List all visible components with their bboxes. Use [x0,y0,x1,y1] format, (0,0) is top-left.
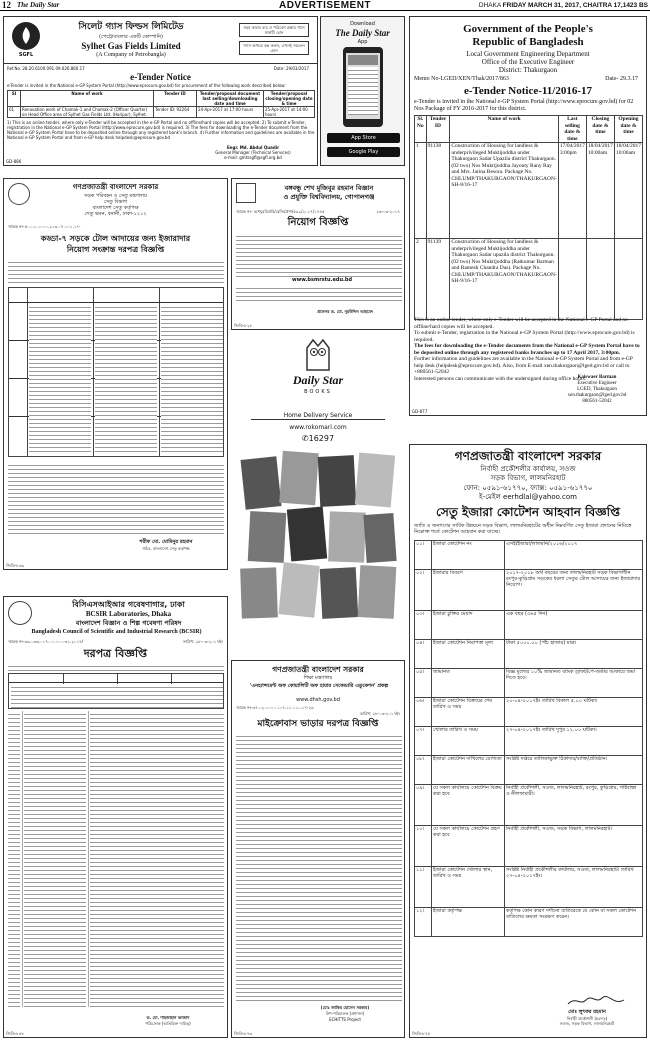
bsmrstu-url[interactable]: www.bsmrstu.edu.bd [292,277,353,283]
gov-left-h4: বাংলাদেশ সেতু কর্তৃপক্ষ [92,205,139,211]
gov-left-h5: সেতু ভবন, বনানী, ঢাকা-১২১২ [84,211,147,217]
home-delivery-label: Home Delivery Service [251,412,385,420]
bcsir-h2: BCSIR Laboratories, Dhaka [85,610,172,618]
bcsir-signer-title: পরিচালক (অতিরিক্ত দায়িত্ব) [145,1021,191,1026]
lged-signer-block: Kaiswaer Barman Executive Engineer LGED, Thakurgaon xen.thakurgaon@lged.gov.bd 880561-52042 [552,375,642,405]
table-row: ০১। ইজারা কোটেশন নং এসই/ইজারা/লালমনি/২০১৬/২০১৭ [415,541,643,570]
gov-left-title-2: নিয়োগ সংক্রান্ত দরপত্র বিজ্ঞপ্তি [66,245,165,254]
table-row: ০৪। ইজারা কোটেশন নিরাপত্তা মূল্য টাকা ৫০০০.০০ (পাঁচ হাজার) মাত্র। [415,640,643,669]
bsmrstu-ref: স্মারক নং- বশেমুরবিপ্রবি/রেজি/প্রশা/৫৯২/২০১৭/১৭৪৫ [236,209,325,214]
gov-left-h2: সড়ক পরিবহন ও সেতু মন্ত্রণালয় [84,193,147,199]
body-text [236,733,402,1001]
table-row: 01 Renovation work of Chamak-1 and Chamak-2 (Officer Quarter) on Head Office area of Sylhet Gas Fields Ltd. (Haripur), Sylhet. Tender ID: 92264 24-Apr-2017 at 17:00 hours 25-Apr-2017 at 14:00 hours [8,107,315,118]
lged-table [414,115,643,320]
sgfl-logo [12,22,40,50]
col-sell: Tender/proposal document last selling/downloading date and time [197,91,264,107]
sylhet-ref: Ref.No. 28.20.6100.091.09.026.860.17 [7,66,85,71]
gov-left-signer-title: সচিব, বাংলাদেশ সেতু কর্তৃপক্ষ [142,546,190,551]
sylhet-notice-title: e-Tender Notice [130,72,191,82]
microbus-title: মাইক্রোবাস ভাড়ার দরপত্র বিজ্ঞপ্তি [257,719,379,729]
body-text [8,663,224,671]
sylhet-note-1: সরষ কাজে ব্যয় ও পরিবেশ রক্ষায় গ্যাস সাশ্রয়ী হোন [239,23,309,37]
lged-signer: Kaiswaer Barman [577,375,617,380]
table-row: 1 91138 Construction of Housing for landless & underprivileged Muktijoddha under Thakurgaon Sadar Upazila district Thakurgaon. (02 two) Nos Muktijoddha Jayonty Rany Ray and Mrs. Jarina Besora. Package No. CHLUMP/THAKURGAON/THAKURGAON-SH-8/16-17 17/04/2017 3:00pm 18/04/2017 10:00am 18/04/2017 10:00am [415,143,643,239]
col-opening: Opening date & time [614,116,642,143]
col-work: Name of work [450,116,558,143]
ad-code: GD-886 [6,159,22,164]
col-tender-id: Tender ID [426,116,450,143]
gov-left-ref: স্মারক নং-৫০.০১.০০০০.২০৩.০৭.০০১.১৭- [8,224,81,229]
sylhet-note-2: গ্যাস অপচয় বন্ধ করুন, এখনই সচেতন হোন [239,41,309,55]
sgfl-logo-text: SGFL [18,52,34,58]
col-sl: Sl. No [415,116,427,143]
body-text [236,285,402,301]
microbus-notice [231,660,405,1038]
lged-notice [409,16,647,416]
bcsir-logo [8,601,32,625]
lged-p3: The fees for downloading the e-Tender documents from the National e-GP System Portal have to be deposited online through any registered banks branches up to 17 April 2017, 3:00pm. [414,343,640,356]
body-text [236,233,402,277]
table-row: ০৭। খোলার তারিখ ও সময় ২৭-০৪-২০১৭ইং তারিখ দুপুর ১২.০০ ঘটিকা। [415,727,643,756]
app-ad [320,16,405,166]
dateline [479,0,648,11]
terms-text [8,462,224,534]
gov-left-h1: গণপ্রজাতন্ত্রী বাংলাদেশ সরকার [72,183,159,191]
microbus-url[interactable]: www.dhsh.gov.bd [296,697,340,703]
microbus-date: তারিখ: ২৮-০৩-২০১৭ইং [359,711,400,716]
phone-icon: ✆ [301,434,309,443]
app-download-label: Download [350,21,375,27]
lged-h1: Government of the People's [463,23,593,35]
bcsir-table [8,673,224,709]
dateline-date: FRIDAY MARCH 31, 2017, CHAITRA 17,1423 BS [502,2,648,9]
setu-table [414,540,643,937]
sylhet-subtitle-en: (A Company of Petrobangla) [96,52,166,58]
gov-left-table [8,287,224,457]
flame-icon [12,22,40,50]
setu-signer: মোঃ লুৎফর রহমান [568,1009,606,1015]
lged-p4: Further information and guidelines are available in the National e-GP System Portal and from e-GP help desk (helpdesk@eprocure.gov.bd). Also, from E-mail xen.thakurgaon@lged.gov.bd or call to +880561-52042 [414,356,633,375]
book-cover-collage [239,452,397,648]
sylhet-notes: 1) This is an online tender, where only e-Tender will be accepted in the e-GP Portal and no offline/hard copies will be accepted. 2) To submit e-Tender, registration in the National e-GP System Portal (http://www.eprocure.gov.bd) is required. 3) The fees for downloading the e-Tender document from the National e-GP System Portal have to be deposited online through any registered bank's branch. 4) Further information and guidelines are available in the National e-GP System Portal and from e-GP help desk helpdesk@eprocure.gov.bd [7,120,315,140]
setu-signer-title-2: সওজ, সড়ক বিভাগ, লালমনিরহাট [559,1021,615,1026]
lged-p1: This is an online tender, where only e-Tender will be accepted in the National e-GP Portal and no offline/hard copies will be accepted. [414,317,628,330]
paper-name: The Daily Star [17,1,60,9]
lged-intro: e-Tender is invited in the National e-GP System Portal (http://www.eprocure.gov.bd) for 02 Nos Package of FY 2016-2017 for this district. [414,99,634,112]
section-title: ADVERTISEMENT [278,0,372,11]
bcsir-ref: স্মারক নং-৩৯.০৩৬.০০৭.০০.০০.০৩১.২০১৭/ [8,639,83,644]
books-brand: Daily Star [292,373,344,387]
lged-memo: Memo No-LGED/XEN/Thak/2017/863 [414,76,509,82]
bcsir-title: দরপত্র বিজ্ঞপ্তি [83,647,148,660]
table-row: ০৯। যে সকল কার্যালয়ে কোটেশন বিক্রয় করা হবে নির্বাহী প্রকৌশলী, সওজ, লালমনিরহাট, রংপুর, কুড়িগ্রাম, গাইবান্ধা ও নীলফামারী। [415,785,643,826]
table-row: ০৮। ইজারা কোটেশন দাখিলের যোগ্যতা সংশ্লিষ্ট দপ্তরে তালিকাভুক্ত ঠিকাদার/ব্যক্তি/প্রতিষ্ঠান। [415,756,643,785]
setu-intro: জাতি ও জনগণের সার্বিক উন্নয়নে সড়ক বিভাগ, লালমনিরহাটের অধীন নিম্নবর্ণিত সেতু ইজারা প্রদানের নিমিত্তে নিম্নোক্ত শর্তে কোটেশন আহবান করা যাচ্ছে। [414,523,632,535]
table-row: ১০। যে সকল কার্যালয়ে কোটেশন গ্রহণ করা হবে নির্বাহী প্রকৌশলী, সওজ, সড়ক বিভাগ, লালমনিরহাট। [415,826,643,867]
bcsir-h1: বিসিএসআইআর গবেষণাগার, ঢাকা [72,600,185,609]
phone-mockup [343,47,383,127]
col-close: Tender/proposal closing/opening date & time [265,91,313,106]
bcsir-date: তারিখ: ২৮-০৩-২০১৭ইং [182,639,223,644]
page-number: 12 [2,0,11,10]
table-row: ০৫। জামানত বিজ্ঞ মূল্যের ১০% জামানত ব্যাংক ড্রাফট/পে-অর্ডার আকারে জমা দিতে হবে। [415,669,643,698]
lged-h3: Local Government Engineering Department [466,50,590,58]
google-play-badge[interactable]: Google Play [327,147,400,157]
setu-title: সেতু ইজারা কোটেশন আহবান বিজ্ঞপ্তি [436,505,620,519]
owl-icon [303,336,333,372]
books-sub: BOOKS [304,389,332,395]
microbus-project: 'এনহ্যান্সমেন্ট অফ কোয়ালিটি অফ হায়ার সেকেন্ডারি এডুকেশন' প্রকল্প [249,683,389,689]
microbus-h2: শিক্ষা মন্ত্রণালয় [303,675,333,681]
dateline-city: DHAKA [478,2,503,9]
bcsir-h3: বাংলাদেশ বিজ্ঞান ও শিল্প গবেষণা পরিষদ [75,619,182,627]
sylhet-signer-title: General Manager (Technical Services) [215,150,291,155]
table-row: ০২। ইজারার বিবরণ ২০১৭-২০১৮ অর্থ বছরের জন্য লালমনিরহাট সড়ক বিভাগাধীন রংপুর-কুড়িগ্রাম সড়কের ধরলা সেতুর টোল আদায়ের জন্য ইজারাদার নিয়োগ। [415,570,643,611]
ad-code: জিডি-৮৩৯ [6,563,25,568]
lged-h5: District: Thakurgaon [498,66,558,74]
col-selling: Last selling date & time [558,116,586,143]
body-text [8,259,224,285]
ad-code: জিডি-৮৪৮ [6,1031,25,1036]
bsmrstu-date: ২৬-০৩-২০১৭ [376,209,400,214]
lged-h4: Office of the Executive Engineer [481,58,575,66]
lged-p2: To submit e-Tender, registration in the National e-GP System Portal (http://www.eprocure.gov.bd) is required. [414,330,635,343]
bcsir-signer: ড. মো. শাহজাহান আজাদ [146,1015,190,1020]
bsmrstu-signer: প্রফেসর ড. মো. নূরউদ্দিন আহমেদ [317,309,373,314]
col-si: SI [8,91,21,107]
lged-p5: Interested persons can communicate with the undersigned during office hours. [414,375,587,382]
gov-left-h3: সেতু বিভাগ [103,199,128,205]
setu-h3: সড়ক বিভাগ, লালমনিরহাট [490,474,566,482]
col-work: Name of work [21,91,154,107]
sylhet-date: Date: 29/03/2017 [273,66,309,71]
bsmrstu-h1: বঙ্গবন্ধু শেখ মুজিবুর রহমান বিজ্ঞান [284,184,374,192]
sylhet-signer: Engr. Md. Abdul Quadir [226,145,280,150]
lged-h2: Republic of Bangladesh [472,36,584,48]
setu-signer-title: নির্বাহী প্রকৌশলী (চঃদাঃ) [566,1016,608,1021]
app-brand: The Daily Star [335,28,390,38]
app-store-badge[interactable]: App Store [327,133,400,143]
ad-code: জিডি-৮৭৪ [412,1031,431,1036]
table-row: ১২। ইজারা কর্তৃপক্ষ কর্তৃপক্ষ কোন কারণ দর্শানো ব্যতিরেকে যে কোন বা সকল কোটেশন বাতিলের ক্ষমতা সংরক্ষণ করেন। [415,908,643,937]
masthead [0,0,650,11]
sylhet-intro: e-Tender is invited in the National e-GP System Portal (http://www.eprocure.gov.bd) for procurement of the following work described below: [7,83,286,88]
table-row: ০৩। ইজারা চুক্তির মেয়াদ এক বছর (৩৬৫ দিন) [415,611,643,640]
microbus-ref: স্মারক নং-৩৭.০২.০০০০.১০৭.১১.০১০.১৭-২৯ [236,705,314,710]
col-id: Tender ID [154,91,197,107]
microbus-signer: (মোঃ জাকির হোসেন সরকার) [320,1005,370,1010]
table-row: ০৬। ইজারা কোটেশন বিক্রয়ের শেষ তারিখ ও সময় ২০-০৪-২০১৭ইং তারিখ বিকাল ৫.০০ ঘটিকা। [415,698,643,727]
sylhet-title-bn: সিলেট গ্যাস ফিল্ডস লিমিটেড [78,22,184,32]
microbus-signer-title-2: ECHITTS Project [329,1017,361,1022]
table-row: 2 91139 Construction of Housing for landless & underprivileged Muktijoddha under Thakurgaon Sadar upazila district Thakurgaon. (02 two) Nos Muktijoddha (Ratkumar Barman and Ramesh Chandra Das). Package No. CHLUMP/THAKURGAON/THAKURGAON-SH-9/16-17 [415,239,643,320]
microbus-h1: গণপ্রজাতন্ত্রী বাংলাদেশ সরকার [272,665,364,674]
bcsir-h4: Bangladesh Council of Scientific and Industrial Research (BCSIR) [31,629,202,635]
ad-code: জিডি-৮৭৩ [234,1031,253,1036]
table-row: ১১। ইজারা কোটেশন খোলার স্থান, তারিখ ও সময় সংশ্লিষ্ট নির্বাহী প্রকৌশলীর কার্যালয়, সওজ, লালমনিরহাট। তারিখ ২৭-০৪-২০১৭ইং। [415,867,643,908]
signature [566,993,626,1007]
sylhet-signer-email: e-mail: gmtssgfl@sgfl.org.bd [224,155,282,160]
microbus-signer-title: উপ-পরিচালক (প্রশাসন) [325,1011,365,1016]
bridge-toll-notice [3,178,228,570]
ad-code: GD-877 [412,409,428,414]
gov-left-title: কড্ডা-৭ সড়কে টোল আদায়ের জন্য ইজারাদার [40,234,191,243]
lged-instructions [414,317,643,382]
sylhet-table [7,90,315,118]
books-phone: ✆16297 [301,434,335,443]
bcsir-notice [3,596,228,1038]
bsmrstu-notice [231,178,405,330]
bridge-lease-notice [409,444,647,1038]
bsmrstu-h2: ও প্রযুক্তি বিশ্ববিদ্যালয়, গোপালগঞ্জ [283,193,375,201]
app-sub: App [357,39,368,45]
setu-phone: ফোন: ০৫৯১-৬১৭৭০, ফ্যাক্স: ০৫৯১-৬১৭৭০ [463,484,593,492]
sylhet-subtitle-bn: (পেট্রোবাংলার একটি কোম্পানি) [99,34,163,40]
books-url[interactable]: www.rokomari.com [289,424,347,431]
setu-h2: নির্বাহী প্রকৌশলীর কার্যালয়, সওজ [480,465,576,473]
lged-title: e-Tender Notice-11/2016-17 [463,85,592,97]
ad-code: জিডি-৮২৮ [234,323,253,328]
university-logo [236,183,256,203]
sylhet-title-en: Sylhet Gas Fields Limited [81,41,181,51]
books-ad [231,334,405,652]
setu-email: ই-মেইল eerhdlal@yahoo.com [479,493,577,501]
bsmrstu-title: নিয়োগ বিজ্ঞপ্তি [287,217,349,228]
bcsir-items [8,711,224,1007]
gov-left-signer: শরীফ মো. মোমিনুর রহমান [139,539,193,545]
sylhet-gas-notice [3,16,318,166]
col-closing: Closing date & time [586,116,614,143]
lged-date: Date- 29.3.17 [605,76,638,82]
setu-h1: গণপ্রজাতন্ত্রী বাংলাদেশ সরকার [454,449,602,463]
